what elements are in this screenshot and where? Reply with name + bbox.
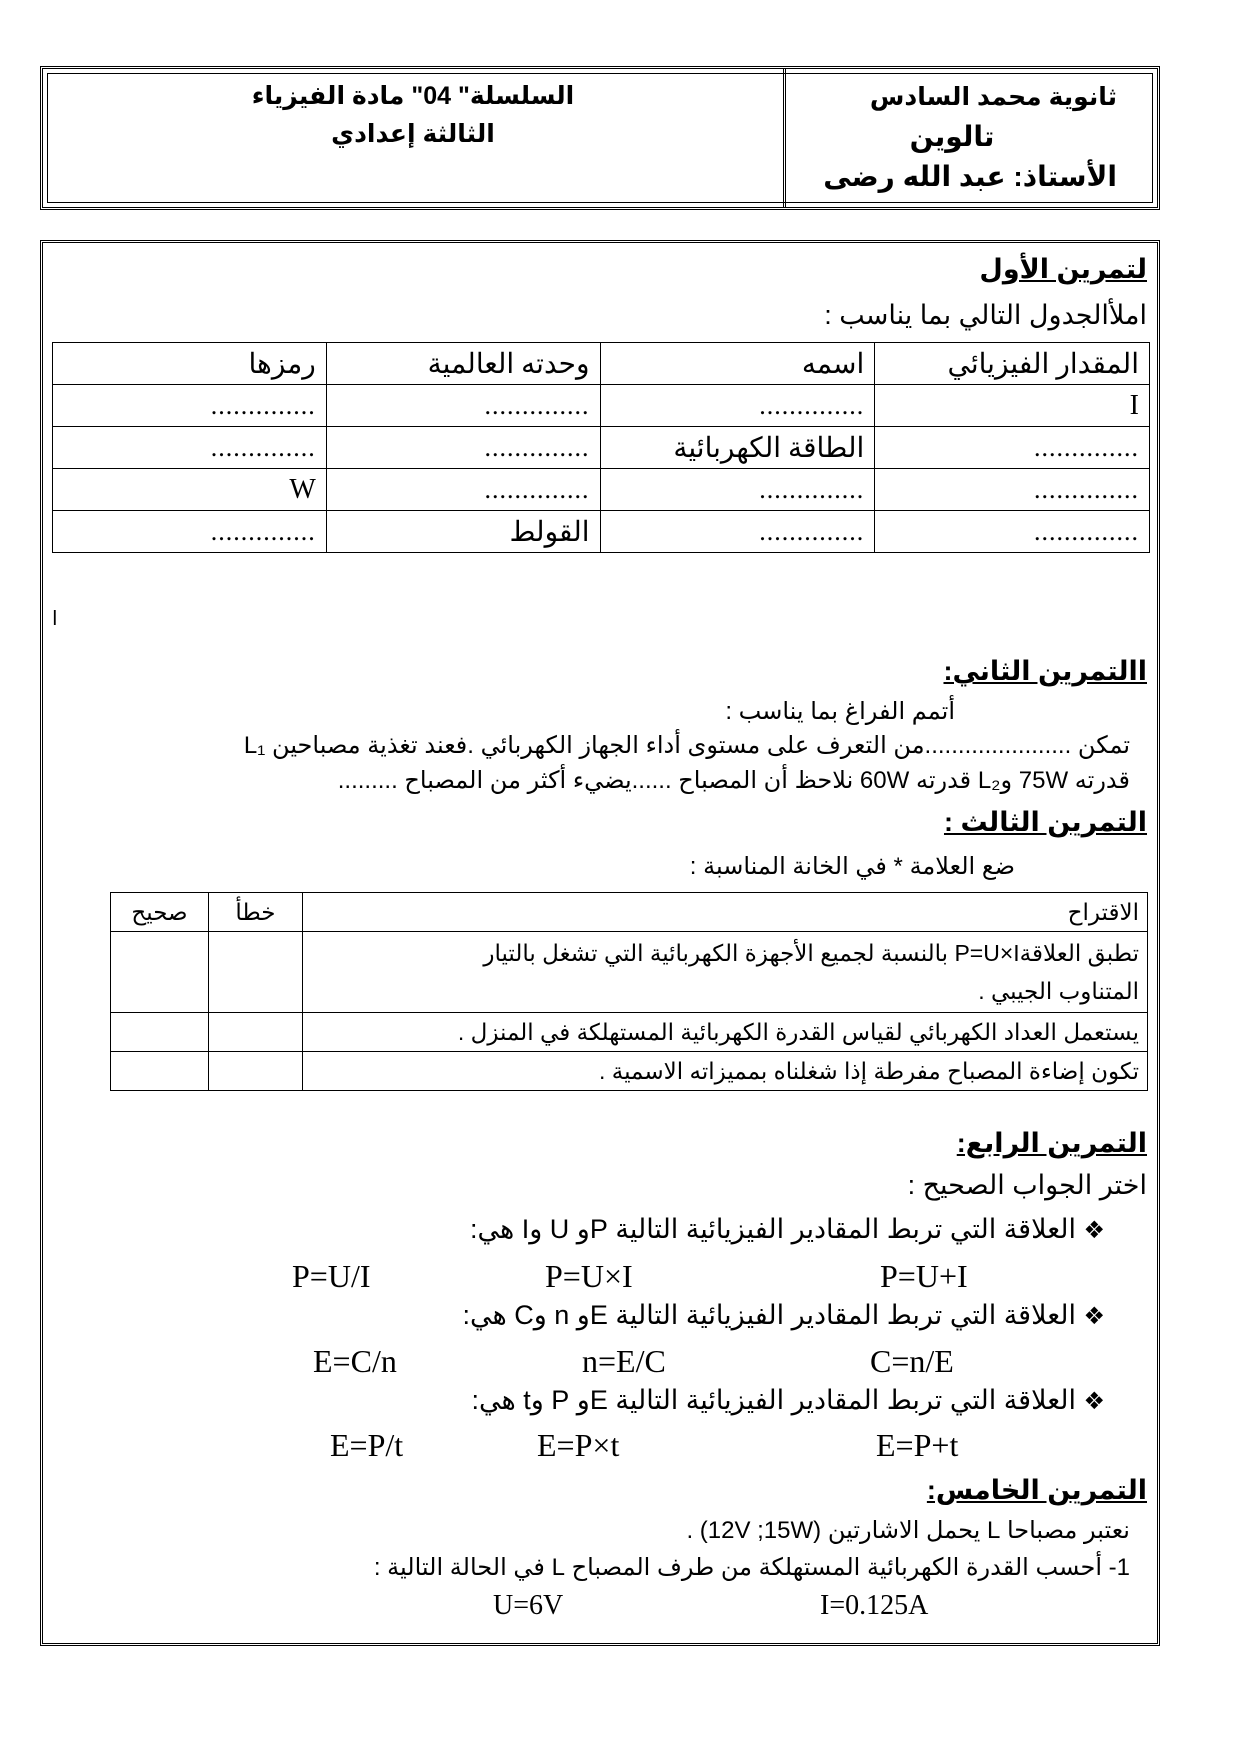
table-cell: ..............	[326, 427, 600, 469]
table-header-row	[53, 343, 1150, 385]
ex3-table	[110, 892, 1148, 1091]
wrong-checkbox[interactable]	[208, 1052, 302, 1091]
ex2-line1: تمكن ......................من التعرف على مستوى أداء الجهاز الكهربائي .فعند تغذية مصباحين L₁	[243, 732, 1130, 759]
wrong-checkbox[interactable]	[208, 932, 302, 1013]
voltage-value: U=6V	[493, 1590, 564, 1621]
table-header-row	[111, 893, 1148, 932]
ex1-title: لتمرين الأول	[979, 254, 1147, 284]
ex5-line1: نعتبر مصباحا L يحمل الاشارتين (12V ;15W) .	[686, 1517, 1130, 1544]
bullet-icon: ❖	[1083, 1302, 1105, 1330]
header-box	[40, 66, 1160, 210]
ex4-question-1	[470, 1214, 1105, 1245]
table-cell: I	[875, 385, 1150, 427]
ex5-line2: 1- أحسب القدرة الكهربائية المستهلكة من طرف المصباح L في الحالة التالية :	[373, 1554, 1130, 1581]
table-row	[111, 1013, 1148, 1052]
ex1-table	[52, 342, 1150, 553]
table-row	[111, 1052, 1148, 1091]
table-cell: القولط	[326, 511, 600, 553]
series-title: السلسلة" 04" مادة الفيزياء	[251, 82, 575, 110]
option[interactable]: E=P+t	[876, 1427, 959, 1463]
col-proposal: الاقتراح	[302, 893, 1147, 932]
question-text: العلاقة التي تربط المقادير الفيزيائية التالية Eو n وC هي:	[462, 1300, 1076, 1330]
right-checkbox[interactable]	[111, 1052, 209, 1091]
option[interactable]: P=U×I	[545, 1258, 633, 1294]
proposal-cell	[302, 932, 1147, 1013]
right-checkbox[interactable]	[111, 1013, 209, 1052]
wrong-checkbox[interactable]	[208, 1013, 302, 1052]
header-left	[43, 77, 783, 153]
option[interactable]: n=E/C	[582, 1343, 666, 1379]
header-right	[787, 77, 1117, 197]
ex4-instruction: اختر الجواب الصحيح :	[907, 1170, 1147, 1200]
table-row	[111, 932, 1148, 1013]
bullet-icon: ❖	[1083, 1216, 1105, 1244]
stray-mark: ا	[52, 608, 58, 630]
table-cell: W	[53, 469, 327, 511]
proposal-text: تكون إضاءة المصباح مفرطة إذا شغلناه بمميزاته الاسمية .	[302, 1052, 1147, 1091]
table-row	[53, 427, 1150, 469]
table-cell: ..............	[53, 511, 327, 553]
grade-level: الثالثة إعدادي	[331, 120, 495, 148]
table-cell: ..............	[53, 427, 327, 469]
col-symbol: رمزها	[53, 343, 327, 385]
ex4-question-2	[462, 1300, 1105, 1331]
proposal-text: المتناوب الجيبي .	[978, 978, 1139, 1004]
ex4-title: التمرين الرابع:	[956, 1128, 1147, 1158]
table-cell: ..............	[875, 469, 1150, 511]
option[interactable]: E=P×t	[537, 1427, 620, 1463]
ex1-instruction: املأالجدول التالي بما يناسب :	[824, 300, 1147, 330]
table-cell: ..............	[875, 427, 1150, 469]
ex2-title: االتمرين الثاني:	[943, 656, 1147, 686]
ex5-title: التمرين الخامس:	[926, 1475, 1147, 1505]
col-name: اسمه	[600, 343, 875, 385]
ex4-question-3	[471, 1385, 1105, 1416]
table-cell: ..............	[600, 385, 875, 427]
col-unit: وحدته العالمية	[326, 343, 600, 385]
table-row	[53, 469, 1150, 511]
bullet-icon: ❖	[1083, 1387, 1105, 1415]
option[interactable]: P=U+I	[880, 1258, 968, 1294]
school-name: ثانوية محمد السادس	[869, 83, 1117, 111]
table-row	[53, 385, 1150, 427]
table-cell: ..............	[600, 511, 875, 553]
option[interactable]: E=C/n	[313, 1343, 397, 1379]
question-text: العلاقة التي تربط المقادير الفيزيائية التالية Eو P وt هي:	[471, 1385, 1076, 1415]
option[interactable]: C=n/E	[870, 1343, 954, 1379]
header-divider	[783, 69, 786, 207]
table-cell: ..............	[53, 385, 327, 427]
col-quantity: المقدار الفيزيائي	[875, 343, 1150, 385]
current-value: I=0.125A	[820, 1590, 929, 1621]
col-right: صحيح	[111, 893, 209, 932]
town-name: تالوين	[909, 121, 995, 152]
option[interactable]: P=U/I	[292, 1258, 371, 1294]
table-cell: ..............	[326, 385, 600, 427]
table-cell: ..............	[326, 469, 600, 511]
teacher-name: الأستاذ: عبد الله رضى	[823, 161, 1117, 192]
right-checkbox[interactable]	[111, 932, 209, 1013]
proposal-text: تطبق العلاقةP=U×I بالنسبة لجميع الأجهزة الكهربائية التي تشغل بالتيار	[483, 940, 1139, 966]
ex3-instruction: ضع العلامة * في الخانة المناسبة :	[689, 853, 1015, 880]
table-cell: الطاقة الكهربائية	[600, 427, 875, 469]
col-wrong: خطأ	[208, 893, 302, 932]
question-text: العلاقة التي تربط المقادير الفيزيائية التالية Pو U وI هي:	[469, 1214, 1076, 1244]
table-row	[53, 511, 1150, 553]
ex2-instruction: أتمم الفراغ بما يناسب :	[725, 698, 955, 725]
table-cell: ..............	[875, 511, 1150, 553]
option[interactable]: E=P/t	[330, 1427, 404, 1463]
proposal-text: يستعمل العداد الكهربائي لقياس القدرة الكهربائية المستهلكة في المنزل .	[302, 1013, 1147, 1052]
ex3-title: التمرين الثالث :	[943, 807, 1147, 837]
table-cell: ..............	[600, 469, 875, 511]
ex2-line2: قدرته 75W وL₂ قدرته 60W نلاحظ أن المصباح ......يضيء أكثر من المصباح .........	[337, 767, 1130, 794]
